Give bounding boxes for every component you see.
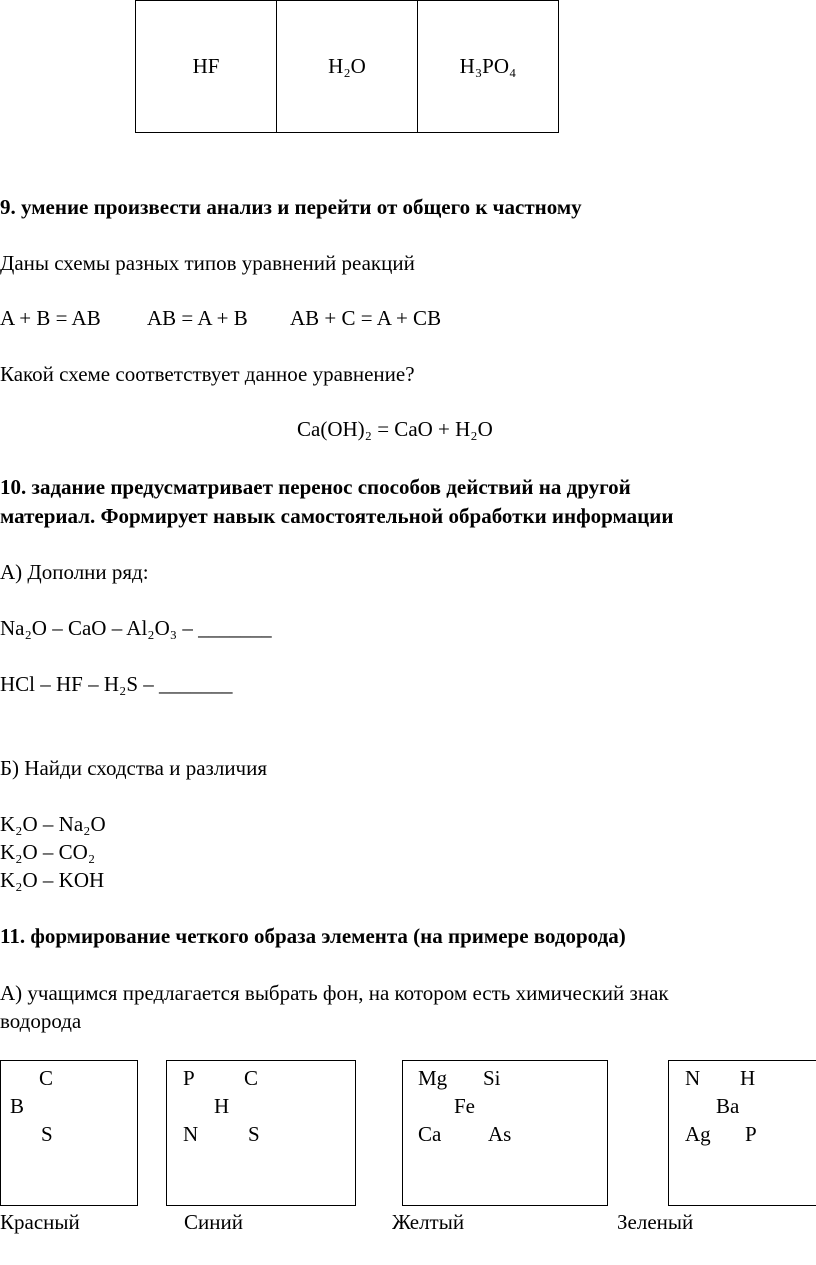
element-symbol: P: [745, 1122, 757, 1146]
formula-table: [135, 0, 559, 133]
element-symbol: B: [10, 1094, 25, 1118]
task11-part-a-line1: А) учащимся предлагается выбрать фон, на котором есть химический знак: [0, 981, 669, 1005]
element-symbol: As: [488, 1122, 512, 1146]
task11-part-a-line2: водорода: [0, 1009, 82, 1033]
formula-cell-hf: HF: [136, 1, 277, 133]
task9-equation: Ca(OH)₂ = CaO + H₂O: [297, 417, 493, 441]
formula-cell-h3po4: H₃PO₄: [418, 1, 559, 133]
series-oxides: Na₂O – CaO – Al₂O₃ – _______: [0, 616, 272, 640]
element-symbol: Fe: [454, 1094, 475, 1118]
element-symbol: Si: [483, 1066, 501, 1090]
pair-1: K₂O – Na₂O: [0, 812, 106, 836]
background-box-blue[interactable]: [166, 1060, 356, 1206]
label-yellow: Желтый: [392, 1210, 465, 1234]
task10-part-a: А) Дополни ряд:: [0, 560, 149, 584]
scheme-substitution: AB + C = A + CB: [290, 306, 442, 330]
element-symbol: N: [685, 1066, 701, 1090]
label-green: Зеленый: [617, 1210, 694, 1234]
task9-heading: 9. умение произвести анализ и перейти от общего к частному: [0, 195, 582, 219]
background-box-red[interactable]: [0, 1060, 138, 1206]
task10-heading-line1: 10. задание предусматривает перенос способов действий на другой: [0, 475, 631, 499]
element-symbol: P: [183, 1066, 195, 1090]
element-symbol: C: [39, 1066, 54, 1090]
element-symbol: S: [41, 1122, 53, 1146]
pair-3: K₂O – KOH: [0, 868, 105, 892]
element-symbol: Ca: [418, 1122, 442, 1146]
pair-2: K₂O – CO₂: [0, 840, 96, 864]
background-box-green[interactable]: [668, 1060, 816, 1206]
formula-cell-h2o: H₂O: [277, 1, 418, 133]
task11-heading: 11. формирование четкого образа элемента (на примере водорода): [0, 924, 626, 948]
task10-heading-line2: материал. Формирует навык самостоятельной обработки информации: [0, 504, 674, 528]
element-symbol: S: [248, 1122, 260, 1146]
element-symbol: N: [183, 1122, 199, 1146]
task9-question: Какой схеме соответствует данное уравнение?: [0, 362, 415, 386]
scheme-compound: A + B = AB: [0, 306, 101, 330]
series-acids: HCl – HF – H₂S – _______: [0, 672, 233, 696]
background-box-yellow[interactable]: [402, 1060, 608, 1206]
task9-intro: Даны схемы разных типов уравнений реакций: [0, 251, 415, 275]
element-symbol: Ba: [716, 1094, 740, 1118]
scheme-decomposition: AB = A + B: [147, 306, 248, 330]
label-red: Красный: [0, 1210, 80, 1234]
label-blue: Синий: [184, 1210, 243, 1234]
task10-part-b: Б) Найди сходства и различия: [0, 756, 268, 780]
element-symbol: H: [740, 1066, 756, 1090]
element-symbol: Mg: [418, 1066, 448, 1090]
element-symbol: C: [244, 1066, 259, 1090]
element-symbol: Ag: [685, 1122, 711, 1146]
element-symbol: H: [214, 1094, 230, 1118]
